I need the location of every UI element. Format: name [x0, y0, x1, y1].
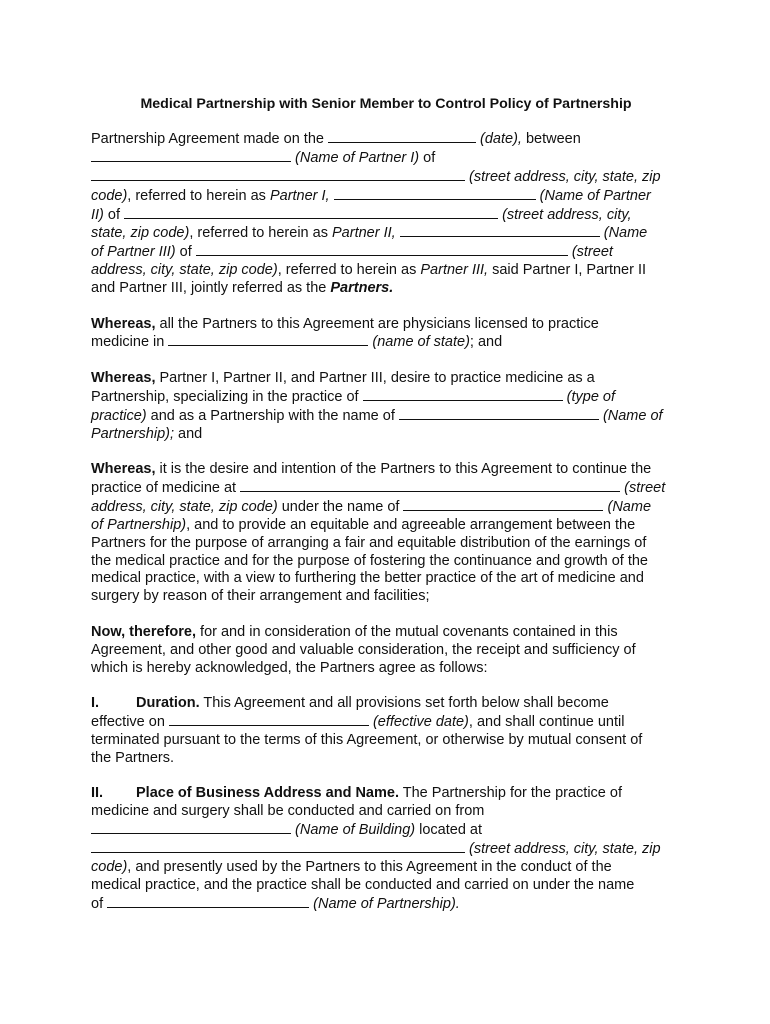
line: which is hereby acknowledged, the Partners agree as follows: [91, 659, 488, 676]
text: Partnership Agreement made on the [91, 130, 324, 147]
line [91, 370, 681, 388]
hint: (Name of Partner I) [295, 149, 420, 166]
text: , referred to herein as [277, 262, 417, 279]
text: , and to provide an equitable and agreeable arrangement between the [186, 516, 636, 533]
text: and [178, 425, 203, 442]
text: Partners. [330, 280, 394, 297]
lead: Now, therefore, [91, 623, 197, 640]
hint: Partnership); [91, 425, 175, 442]
text: practice of medicine at [91, 479, 237, 496]
hint: (Name of Partner [539, 187, 651, 204]
hint: code) [91, 858, 128, 875]
line [91, 821, 681, 840]
text: for and in consideration of the mutual covenants contained in this [200, 623, 618, 640]
text: , and presently used by the Partners to this Agreement in the conduct of the [127, 858, 612, 875]
hint: (name of state) [372, 334, 470, 351]
partner1-name-blank[interactable] [91, 149, 291, 162]
hint: address, city, state, zip code) [91, 498, 278, 515]
text: of [423, 149, 436, 166]
whereas-paragraph-3 [91, 461, 681, 606]
hint: (Name of Partnership) [313, 895, 456, 912]
text: under the name of [281, 498, 400, 515]
intro-paragraph [91, 130, 681, 298]
text: medicine in [91, 334, 165, 351]
practice-type-blank[interactable] [363, 388, 563, 401]
text: Partner III, [420, 262, 489, 279]
line [91, 713, 681, 732]
line [91, 262, 681, 280]
business-name-blank[interactable] [107, 895, 309, 908]
section-duration [91, 695, 681, 768]
text: said Partner I, Partner II [492, 262, 647, 279]
line: medical practice, with a view to furthering the better practice of the art of medicine and [91, 570, 644, 587]
hint: (street address, city, state, zip [469, 168, 661, 185]
line [91, 187, 681, 206]
text: ; and [469, 334, 503, 351]
hint: code) [91, 187, 128, 204]
text: , referred to herein as [127, 187, 266, 204]
text: of [179, 244, 192, 261]
whereas-paragraph-1 [91, 316, 681, 353]
line [91, 130, 681, 149]
line [91, 695, 681, 713]
whereas-paragraph-2 [91, 370, 681, 444]
line [91, 895, 681, 914]
text: and as a Partnership with the name of [150, 407, 395, 424]
text: it is the desire and intention of the Partners to this Agreement to continue the [159, 461, 652, 477]
partner1-address-blank[interactable] [91, 168, 465, 181]
text: between [525, 130, 581, 147]
practice-name-blank[interactable] [403, 498, 603, 511]
section-number: II. [91, 785, 104, 802]
hint: state, zip code) [91, 225, 190, 242]
section-number: I. [91, 694, 100, 711]
line [91, 388, 681, 407]
line [91, 624, 681, 642]
building-address-blank[interactable] [91, 840, 465, 853]
section-heading: Place of Business Address and Name. [136, 785, 399, 802]
line [91, 316, 681, 334]
text: Partner I, Partner II, and Partner III, desire to practice medicine as a [159, 369, 595, 386]
lead: Whereas, [91, 369, 156, 386]
text: This Agreement and all provisions set forth below shall become [203, 694, 609, 711]
hint: (Name of Building) [295, 821, 416, 838]
hint: address, city, state, zip code) [91, 262, 278, 279]
line [91, 206, 681, 225]
hint: of Partnership) [91, 516, 187, 533]
line [91, 280, 681, 298]
hint: (street address, city, state, zip [469, 840, 661, 857]
text: Partner I, [269, 187, 330, 204]
line [91, 785, 681, 803]
partner3-address-blank[interactable] [196, 243, 568, 256]
text: , referred to herein as [189, 225, 328, 242]
line [91, 859, 681, 877]
effective-date-blank[interactable] [169, 713, 369, 726]
partner2-address-blank[interactable] [124, 206, 498, 219]
lead: Whereas, [91, 461, 156, 477]
line [91, 840, 681, 859]
text: located at [419, 821, 483, 838]
text: Partnership, specializing in the practice of [91, 388, 359, 405]
text: of [91, 895, 104, 912]
hint: (date), [480, 130, 522, 147]
building-name-blank[interactable] [91, 821, 291, 834]
partnership-name-blank[interactable] [399, 407, 599, 420]
document-page [91, 96, 681, 931]
hint: II) [91, 206, 104, 223]
line: the medical practice and for the purpose of fostering the continuance and growth of the [91, 552, 648, 569]
partner2-name-blank[interactable] [334, 187, 536, 200]
text: , and shall continue until [468, 713, 625, 730]
line: surgery by reason of their arrangement and facilities; [91, 588, 430, 605]
text: Partner II, [332, 225, 396, 242]
line [91, 517, 681, 535]
line [91, 224, 681, 243]
date-blank[interactable] [328, 130, 476, 143]
text: and Partner III, jointly referred as the [91, 280, 327, 297]
document-title: Medical Partnership with Senior Member to Control Policy of Partnership [140, 96, 632, 112]
text: all the Partners to this Agreement are physicians licensed to practice [159, 315, 599, 332]
text: effective on [91, 713, 165, 730]
section-heading: Duration. [136, 694, 200, 711]
text: . [455, 895, 460, 912]
line [91, 333, 681, 352]
lead: Whereas, [91, 315, 156, 332]
hint: (effective date) [372, 713, 469, 730]
hint: (Name [603, 225, 648, 242]
hint: (street [571, 244, 613, 261]
line [91, 243, 681, 262]
line: Partners for the purpose of arranging a fair and equitable distribution of the earnings of [91, 534, 647, 551]
hint: (type of [566, 388, 616, 405]
text: The Partnership for the practice of [402, 785, 622, 802]
line: Agreement, and other good and valuable consideration, the receipt and sufficiency of [91, 641, 636, 658]
line [91, 407, 681, 426]
line [91, 426, 681, 444]
practice-address-blank[interactable] [240, 479, 620, 492]
hint: practice) [91, 407, 147, 424]
text: of [107, 206, 121, 223]
line: the Partners. [91, 749, 175, 766]
line [91, 168, 681, 187]
hint: (Name [607, 498, 652, 515]
hint: (street [624, 479, 666, 496]
now-therefore-paragraph [91, 624, 681, 678]
hint: (street address, city, [502, 206, 632, 223]
state-blank[interactable] [168, 333, 368, 346]
line: medical practice, and the practice shall be conducted and carried on under the name [91, 876, 635, 893]
hint: (Name of [602, 407, 663, 424]
line: terminated pursuant to the terms of this Agreement, or otherwise by mutual consent of [91, 731, 643, 748]
line [91, 149, 681, 168]
line [91, 498, 681, 517]
line [91, 461, 681, 479]
section-place-of-business [91, 785, 681, 913]
partner3-name-blank[interactable] [400, 224, 600, 237]
hint: of Partner III) [91, 244, 176, 261]
line [91, 479, 681, 498]
line: medicine and surgery shall be conducted and carried on from [91, 803, 485, 819]
